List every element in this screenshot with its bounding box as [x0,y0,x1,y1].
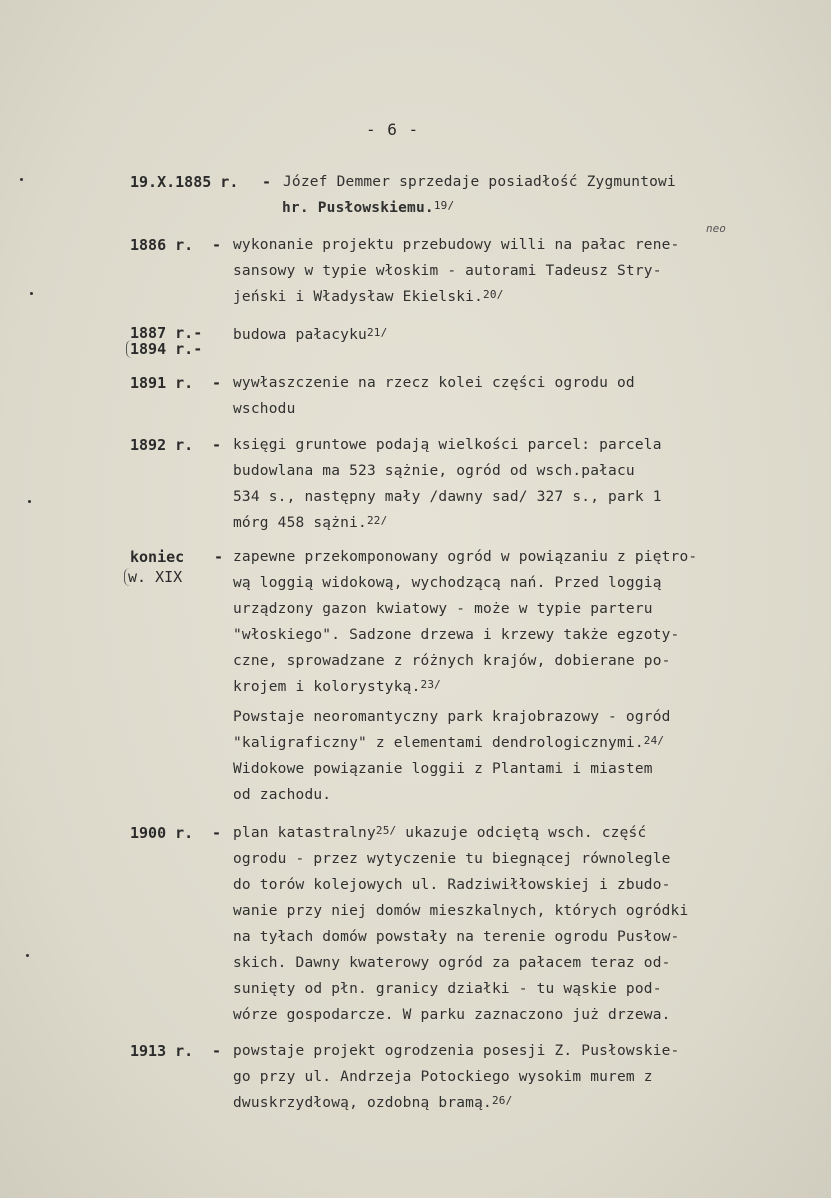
margin-mark [30,292,33,295]
entry-date: 1887 r.- [130,324,203,342]
entry-date: koniec [130,548,185,566]
entry-text-line: na tyłach domów powstały na terenie ogrodu Pusłow- [233,929,680,945]
entry-text [233,674,441,701]
margin-mark [28,500,31,503]
margin-mark [20,178,23,181]
entry-text [233,284,504,311]
footnote-ref: 26/ [491,1094,513,1107]
entry-text-line: wschodu [233,401,296,417]
footnote-ref: 24/ [643,734,665,747]
entry-date: 1900 r. [130,824,194,842]
entry-text-line: plan katastralny [233,825,376,841]
entry-date-end: 1894 r.- [126,340,202,358]
entry-text-line: budowa pałacyku [233,327,367,343]
entry-date: 1892 r. [130,436,194,454]
entry-text-line: ogrodu - przez wytyczenie tu biegnącej równolegle [233,851,671,867]
entry-text-line: budowlana ma 523 sążnie, ogród od wsch.pałacu [233,463,635,479]
entry-dash: - [212,236,222,254]
entry-text-line: zapewne przekomponowany ogród w powiązaniu z piętro- [233,549,698,565]
entry-text-line: mórg 458 sążni. [233,515,367,531]
entry-date: 1886 r. [130,236,194,254]
entry-text-line: powstaje projekt ogrodzenia posesji Z. Pusłowskie- [233,1043,680,1059]
entry-text-line: wanie przy niej domów mieszkalnych, których ogródki [233,903,689,919]
entry-text-line: do torów kolejowych ul. Radziwiłłowskiej i zbudo- [233,877,671,893]
entry-text-line: wórze gospodarcze. W parku zaznaczono już drzewa. [233,1007,671,1023]
entry-text-line: hr. Pusłowskiemu. [282,200,434,216]
entry-dash: - [212,1042,222,1060]
footnote-ref: 23/ [420,678,441,691]
entry-text-line: Józef Demmer sprzedaje posiadłość Zygmuntowi [283,174,676,190]
footnote-ref: 20/ [483,288,504,301]
entry-date: 1913 r. [130,1042,194,1060]
footnote-ref: 25/ [375,824,397,837]
handwritten-annotation: neo [706,222,726,235]
entry-text-line: go przy ul. Andrzeja Potockiego wysokim murem z [233,1069,653,1085]
entry-dash: - [214,548,224,566]
entry-text-line: krojem i kolorystyką. [233,679,421,695]
entry-date: 19.X.1885 r. [130,173,239,191]
entry-text [233,510,387,537]
entry-text-line: wykonanie projektu przebudowy willi na pałac renе- [233,237,680,253]
entry-text [233,730,664,757]
entry-text-line: ukazuje odciętą wsch. część [405,825,647,841]
entry-text-line: urządzony gazon kwiatowy - może w typie parteru [233,601,653,617]
entry-text-line: sansowy w typie włoskim - autorami Tadeusz Stry- [233,263,662,279]
entry-text-line: "włoskiego". Sadzone drzewa i krzewy także egzoty- [233,627,680,643]
footnote-ref: 21/ [366,326,388,339]
entry-text-line: wą loggią widokową, wychodzącą nań. Przed loggią [233,575,662,591]
entry-text [233,820,646,847]
entry-date-end: w. XIX [124,568,182,586]
entry-text-line: 534 s., następny mały /dawny sad/ 327 s., park 1 [233,489,662,505]
entry-text-line: wywłaszczenie na rzecz kolei części ogrodu od [233,375,635,391]
entry-text-line: sunięty od płn. granicy działki - tu wąskie pod- [233,981,662,997]
entry-text-line: "kaligraficzny" z elementami dendrologicznymi. [233,735,644,751]
entry-text-line: jeński i Władysław Ekielski. [233,289,484,305]
entry-text-line: Widokowe powiązanie loggii z Plantami i miastem [233,761,653,777]
footnote-ref: 22/ [366,514,388,527]
entry-dash: - [212,374,222,392]
entry-dash: - [262,173,272,191]
entry-text-line: skich. Dawny kwaterowy ogród za pałacem teraz od- [233,955,671,971]
entry-text [233,1090,512,1117]
entry-text-line: od zachodu. [233,787,332,803]
margin-mark [26,954,29,957]
entry-text-line: czne, sprowadzane z różnych krajów, dobierane po- [233,653,671,669]
entry-text-line: Powstaje neoromantyczny park krajobrazowy - ogród [233,709,671,725]
entry-date: 1891 r. [130,374,194,392]
footnote-ref: 19/ [433,199,455,212]
page-number: - 6 - [366,120,420,139]
entry-dash: - [212,436,222,454]
entry-text [233,322,387,349]
entry-dash: - [212,824,222,842]
entry-text-line: księgi gruntowe podają wielkości parcel: parcela [233,437,662,453]
entry-text-line: dwuskrzydłową, ozdobną bramą. [233,1095,492,1111]
entry-text [282,195,454,222]
